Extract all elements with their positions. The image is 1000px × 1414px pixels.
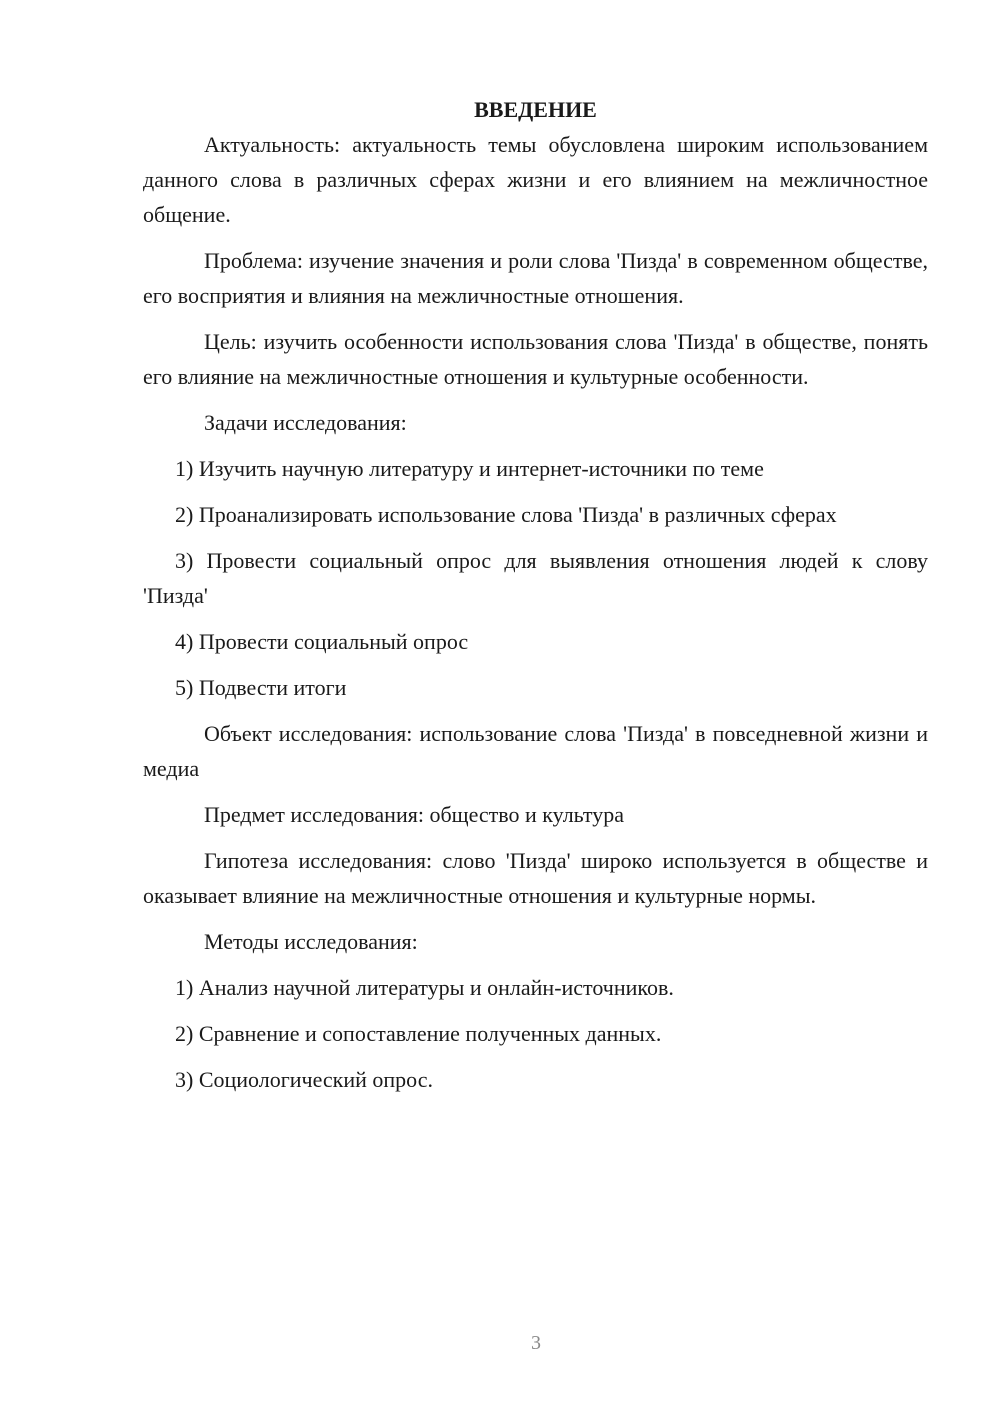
page-number: 3 — [531, 1332, 541, 1354]
task-item: 3) Провести социальный опрос для выявления отношения людей к слову 'Пизда' — [143, 548, 928, 608]
method-item: 1) Анализ научной литературы и онлайн-источников. — [175, 975, 674, 1000]
method-item: 3) Социологический опрос. — [175, 1067, 433, 1092]
problem-paragraph: Проблема: изучение значения и роли слова 'Пизда' в современном обществе, его восприятия и влияния на межличностные отношения. — [143, 248, 928, 308]
task-item: 2) Проанализировать использование слова 'Пизда' в различных сферах — [175, 502, 837, 527]
method-item: 2) Сравнение и сопоставление полученных данных. — [175, 1021, 662, 1046]
subject-paragraph: Предмет исследования: общество и культура — [204, 802, 624, 827]
task-item: 5) Подвести итоги — [175, 675, 347, 700]
methods-heading: Методы исследования: — [204, 929, 418, 954]
task-item: 4) Провести социальный опрос — [175, 629, 469, 654]
tasks-heading: Задачи исследования: — [204, 410, 407, 435]
object-paragraph: Объект исследования: использование слова 'Пизда' в повседневной жизни и медиа — [143, 721, 928, 781]
document-page — [143, 92, 928, 1108]
task-item: 1) Изучить научную литературу и интернет-источники по теме — [175, 456, 764, 481]
goal-paragraph: Цель: изучить особенности использования слова 'Пизда' в обществе, понять его влияние на межличностные отношения и культурные особенности. — [143, 329, 928, 389]
hypothesis-paragraph: Гипотеза исследования: слово 'Пизда' широко используется в обществе и оказывает влияние на межличностные отношения и культурные нормы. — [143, 848, 928, 908]
document-title: ВВЕДЕНИЕ — [474, 97, 597, 122]
relevance-paragraph: Актуальность: актуальность темы обусловлена широким использованием данного слова в различных сферах жизни и его влиянием на межличностное общение. — [143, 132, 928, 227]
